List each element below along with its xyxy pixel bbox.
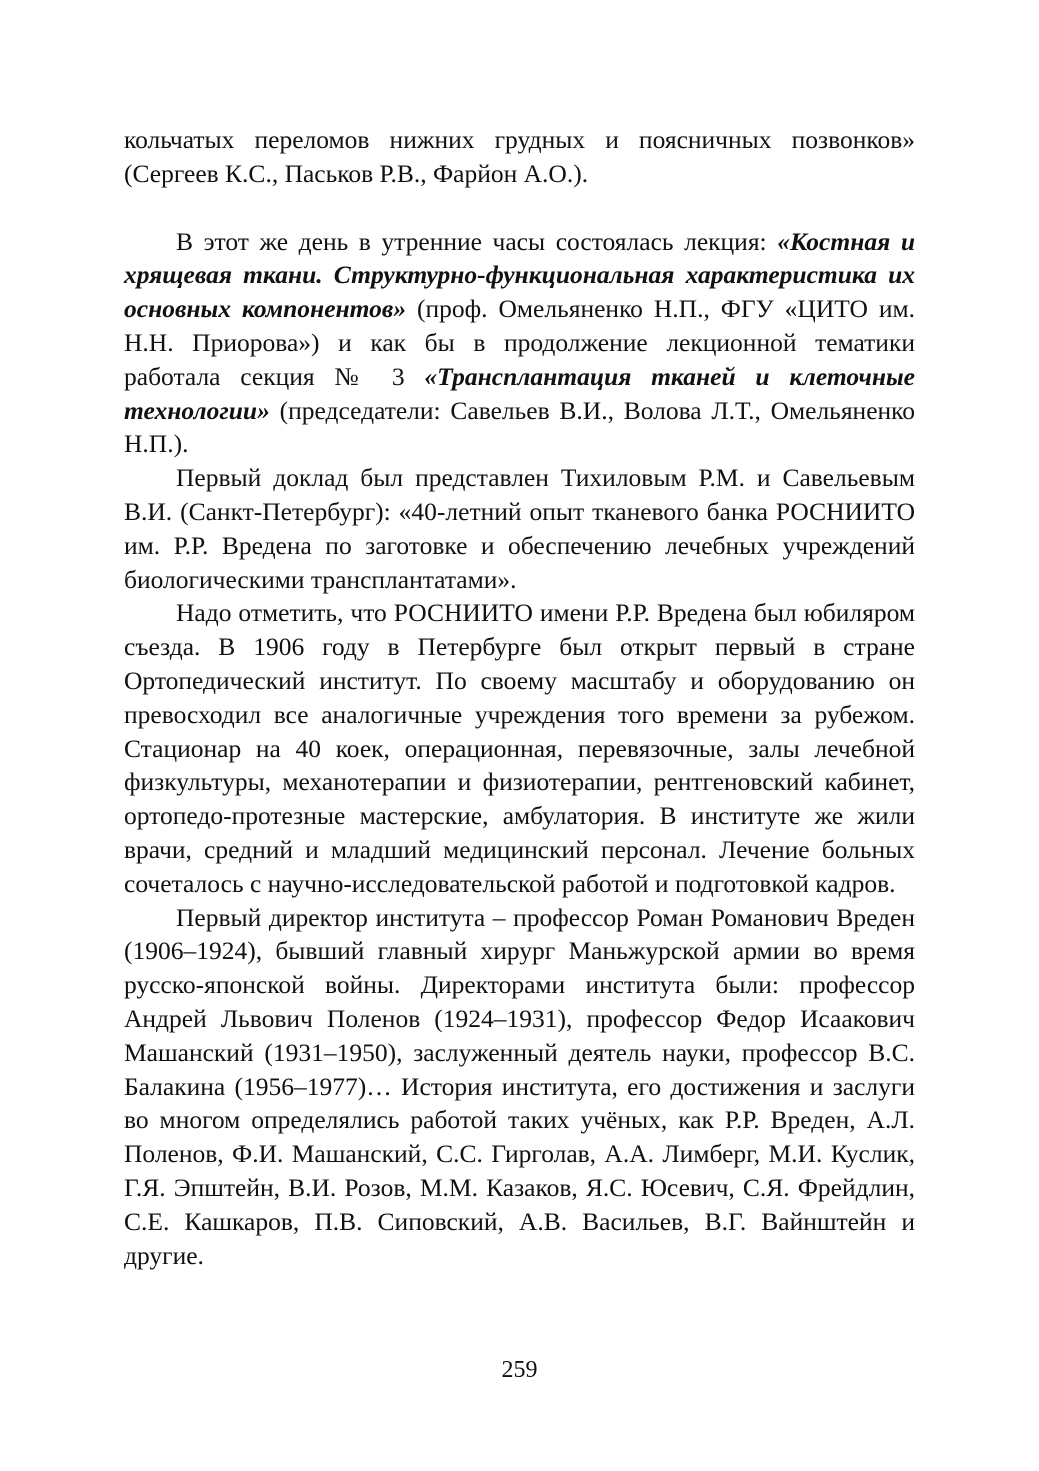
paragraph-directors: Первый директор института – профессор Роман Романович Вреден (1906–1924), бывший главный хирург Маньжурской армии во время русско-японской войны. Директорами института были: профессор Андрей Львович Поленов (1924–1931), профессор Федор Исаакович Машанский (1931–1950), заслуженный деятель науки, профессор В.С. Балакина (1956–1977)… История института, его достижения и заслуги во многом определялись работой таких учёных, как Р.Р. Вреден, А.Л. Поленов, Ф.И. Машанский, С.С. Гирголав, А.А. Лимберг, М.И. Куслик, Г.Я. Эпштейн, В.И. Розов, М.М. Казаков, Я.С. Юсевич, С.Я. Фрейдлин, С.Е. Кашкаров, П.В. Сиповский, А.В. Васильев, В.Г. Вайнштейн и другие. (124, 902, 915, 1270)
lecture-intro-text: В этот же день в утренние часы состоялась лекция: (176, 226, 778, 256)
paragraph-institute-history: Надо отметить, что РОСНИИТО имени Р.Р. Вредена был юбиляром съезда. В 1906 году в Петербурге был открыт первый в стране Ортопедический институт. По своему масштабу и оборудованию он превосходил все аналогичные учреждения того времени за рубежом. Стационар на 40 коек, операционная, перевязочные, залы лечебной физкультуры, механотерапии и физиотерапии, рентгеновский кабинет, ортопедо-протезные мастерские, амбулатория. В институте же жили врачи, средний и младший медицинский персонал. Лечение больных сочеталось с научно-исследовательской работой и подготовкой кадров. (124, 598, 915, 898)
paragraph-lecture (124, 225, 915, 462)
paragraph-continuation: кольчатых переломов нижних грудных и поясничных позвонков» (Сергеев К.С., Паськов Р.В., Фарйон А.О.). (124, 125, 915, 188)
page-number: 259 (501, 1357, 538, 1383)
lecture-title: «Костная и хрящевая ткани. Структурно-функциональная характеристика их основных компонентов» (124, 226, 915, 324)
section-chairs-text: (председатели: Савельев В.И., Волова Л.Т., Омельяненко Н.П.). (124, 395, 915, 459)
paragraph-gap (124, 191, 915, 225)
paragraph-first-report: Первый доклад был представлен Тихиловым Р.М. и Савельевым В.И. (Санкт-Петербург): «40-летний опыт тканевого банка РОСНИИТО им. Р.Р. Вредена по заготовке и обеспечению лечебных учреждений биологическими трансплантатами». (124, 463, 915, 594)
body-text (124, 123, 915, 1272)
lecture-details-text: (проф. Омельяненко Н.П., ФГУ «ЦИТО им. Н.Н. Приорова») и как бы в продолжение лекционной тематики работала секция № 3 (124, 294, 915, 391)
section-title: «Трансплантация тканей и клеточные технологии» (124, 361, 915, 425)
